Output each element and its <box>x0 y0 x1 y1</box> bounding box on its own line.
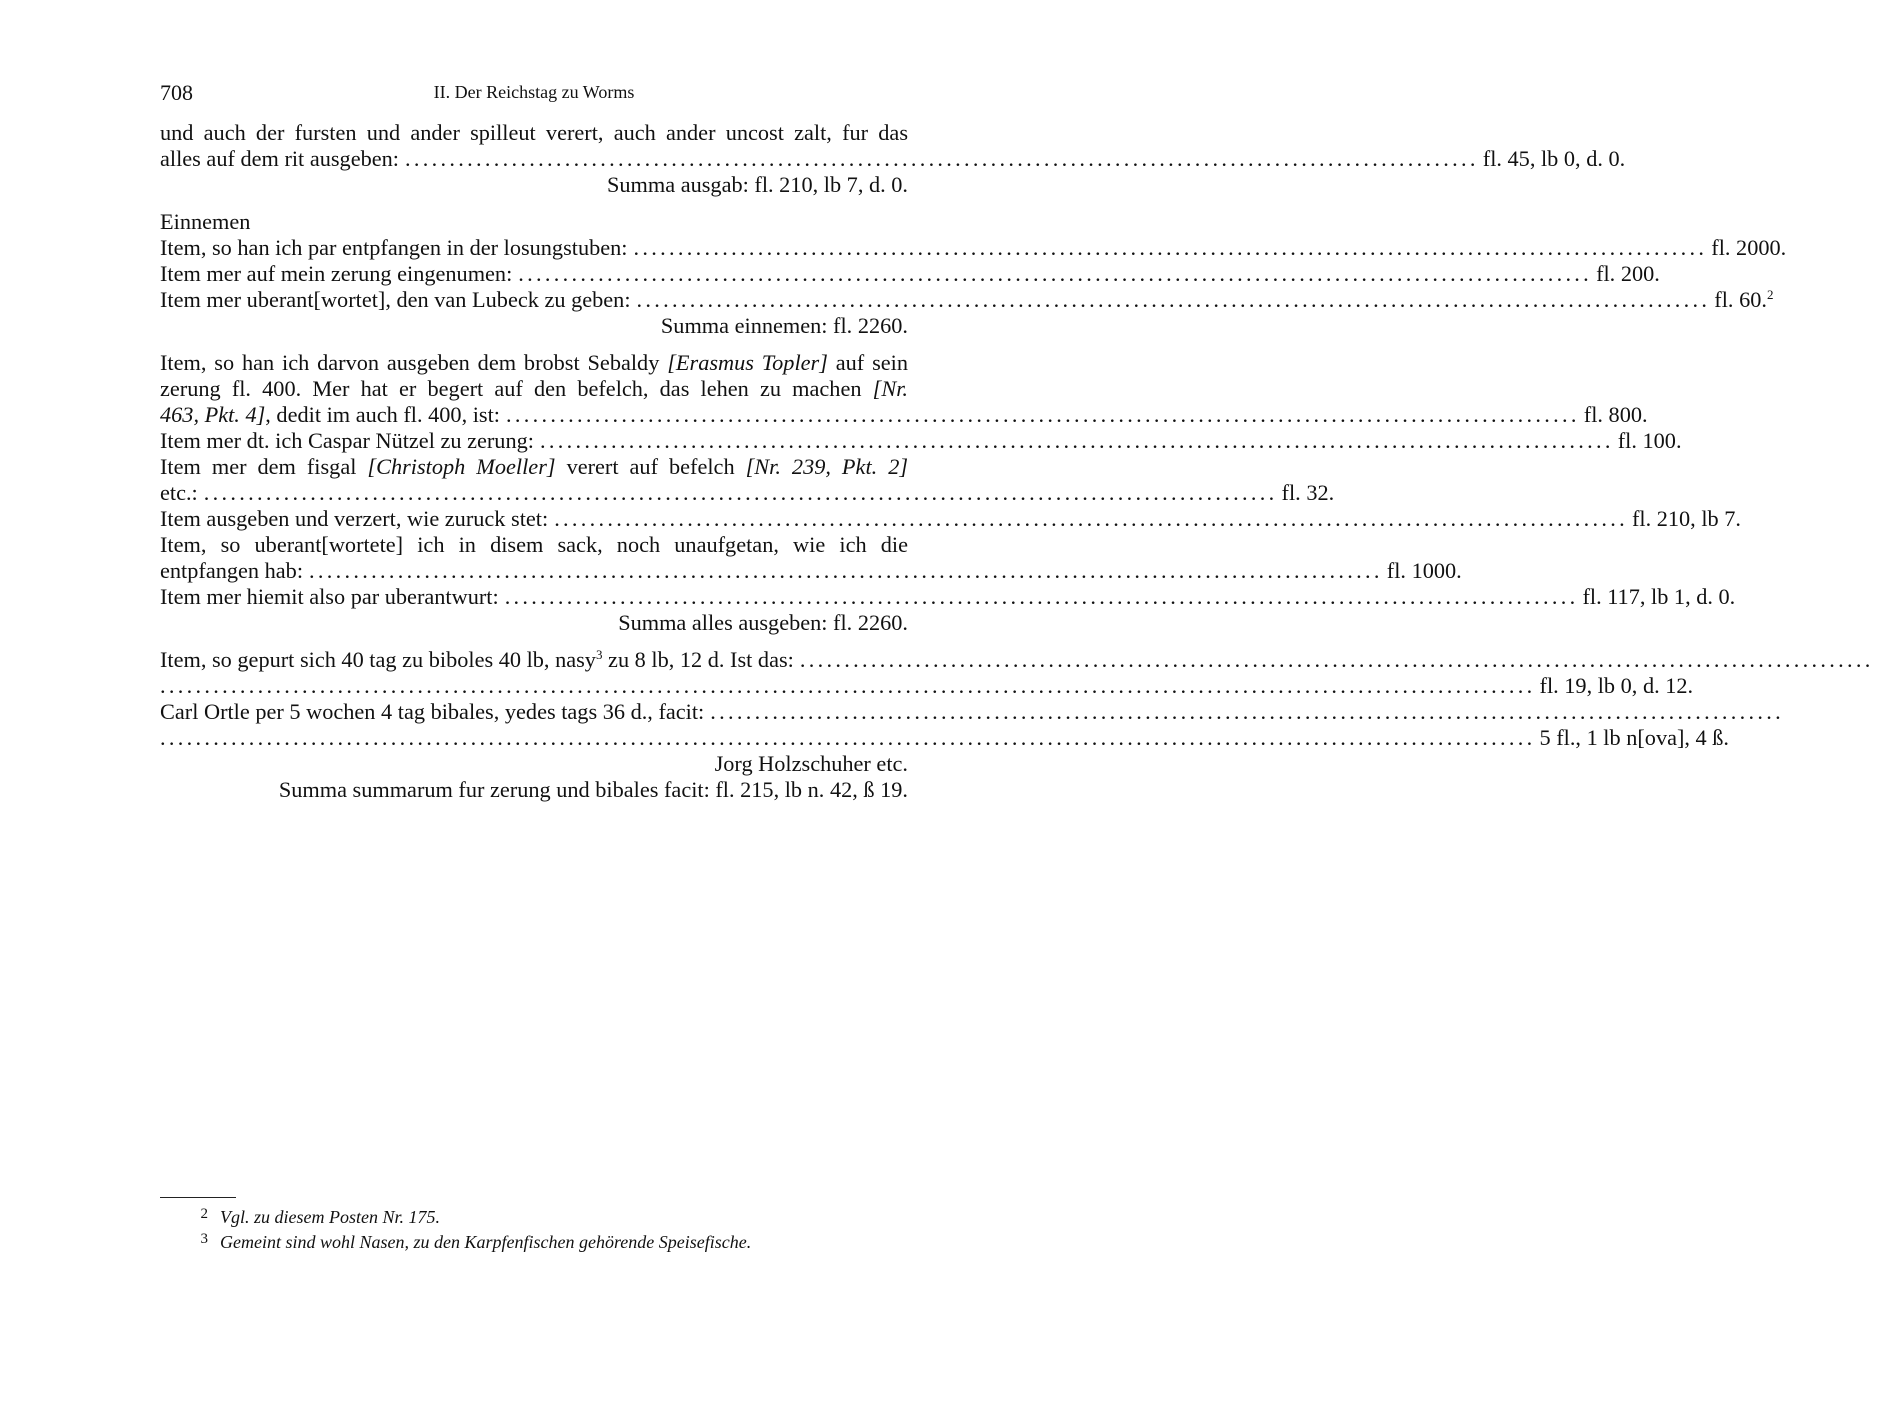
ledger-row <box>160 287 1774 313</box>
running-head <box>160 80 908 108</box>
dot-leader: ......................................................................................................................... <box>506 402 1580 427</box>
footnote-text: Gemeint sind wohl Nasen, zu den Karpfenfischen gehörende Speisefische. <box>220 1232 752 1252</box>
ledger-label: Item ausgeben und verzert, wie zuruck stet: <box>160 506 549 531</box>
ledger-row <box>160 261 1660 287</box>
ledger-value: fl. 45, lb 0, d. 0. <box>1482 146 1626 171</box>
ledger-value: 5 fl., 1 lb n[ova], 4 ß. <box>1539 725 1730 750</box>
page-number: 708 <box>160 80 193 105</box>
text-line: Item mer dem fisgal [Christoph Moeller] verert auf befelch [Nr. 239, Pkt. 2] <box>160 454 909 479</box>
sum-line: Summa alles ausgeben: fl. 2260. <box>618 610 908 635</box>
ledger-label: Item mer hiemit also par uberantwurt: <box>160 584 499 609</box>
ledger-value: fl. 2000. <box>1711 235 1787 260</box>
ledger-row <box>160 647 1874 673</box>
ledger-label: Item mer auf mein zerung eingenumen: <box>160 261 513 286</box>
signature-line: Jorg Holzschuher etc. <box>714 751 908 776</box>
dot-leader: ......................................................................................................................... <box>799 647 1874 672</box>
text-line: zerung fl. 400. Mer hat er begert auf den befelch, das lehen zu machen [Nr. <box>160 376 908 401</box>
ledger-value: fl. 200. <box>1596 261 1660 286</box>
ledger-label: entpfangen hab: <box>160 558 304 583</box>
dot-leader: ......................................................................................................................... <box>309 558 1383 583</box>
dot-leader: ......................................................................................................................... <box>633 235 1708 260</box>
footnote-ref[interactable]: 3 <box>595 647 603 662</box>
ledger-value: fl. 800. <box>1583 402 1648 427</box>
ledger-value: fl. 1000. <box>1386 558 1462 583</box>
text-line: und auch der fursten und ander spilleut verert, auch ander uncost zalt, fur das <box>160 120 908 145</box>
ledger-row <box>160 506 1741 532</box>
ledger-row <box>160 673 1694 699</box>
footnote-ref[interactable]: 2 <box>1766 287 1774 302</box>
ledger-row <box>160 725 1730 751</box>
ledger-row <box>160 480 1335 506</box>
dot-leader: ......................................................................................................................... <box>539 428 1614 453</box>
ledger-row <box>160 235 1787 261</box>
dot-leader: ......................................................................................................................... <box>554 506 1628 531</box>
dot-leader: ......................................................................................................................... <box>710 699 1785 724</box>
footnotes <box>160 1205 908 1255</box>
dot-leader: ......................................................................................................................... <box>404 146 1479 171</box>
dot-leader: ......................................................................................................................... <box>203 480 1278 505</box>
ledger-label: 463, Pkt. 4], dedit im auch fl. 400, ist: <box>160 402 500 427</box>
grand-total: Summa summarum fur zerung und bibales facit: fl. 215, lb n. 42, ß 19. <box>278 777 908 802</box>
ledger-row <box>160 402 1648 428</box>
dot-leader: ......................................................................................................................... <box>636 287 1711 312</box>
dot-leader: ........................................................................................................................................................... <box>160 725 1536 750</box>
sum-line: Summa einnemen: fl. 2260. <box>660 313 908 338</box>
ledger-label: Item, so han ich par entpfangen in der losungstuben: <box>160 235 628 260</box>
ledger-row <box>160 584 1736 610</box>
footnote-number: 3 <box>200 1231 208 1247</box>
dot-leader: ......................................................................................................................... <box>518 261 1593 286</box>
footnote-rule <box>160 1197 236 1198</box>
sum-line: Summa ausgab: fl. 210, lb 7, d. 0. <box>607 172 908 197</box>
ledger-value: fl. 32. <box>1281 480 1335 505</box>
dot-leader: ........................................................................................................................................................... <box>160 673 1536 698</box>
ledger-label: alles auf dem rit ausgeben: <box>160 146 399 171</box>
ledger-value: fl. 117, lb 1, d. 0. <box>1582 584 1736 609</box>
ledger-value: fl. 100. <box>1617 428 1682 453</box>
footnote <box>160 1205 908 1230</box>
ledger-value: fl. 210, lb 7. <box>1631 506 1741 531</box>
footnote-text: Vgl. zu diesem Posten Nr. 175. <box>220 1207 440 1227</box>
text-line: Item, so han ich darvon ausgeben dem brobst Sebaldy [Erasmus Topler] auf sein <box>160 350 909 375</box>
footnote <box>160 1230 908 1255</box>
ledger-row <box>160 146 1626 172</box>
dot-leader: ......................................................................................................................... <box>504 584 1579 609</box>
text-line: Item, so uberant[wortete] ich in disem sack, noch unaufgetan, wie ich die <box>160 532 908 557</box>
ledger-label: Item mer uberant[wortet], den van Lubeck zu geben: <box>160 287 631 312</box>
ledger-row <box>160 558 1462 584</box>
footnote-number: 2 <box>200 1206 208 1222</box>
ledger-value: fl. 19, lb 0, d. 12. <box>1539 673 1694 698</box>
ledger-label: Item mer dt. ich Caspar Nützel zu zerung: <box>160 428 534 453</box>
ledger-label: Carl Ortle per 5 wochen 4 tag bibales, yedes tags 36 d., facit: <box>160 699 705 724</box>
ledger-row <box>160 699 1785 725</box>
document-body <box>160 120 1874 803</box>
ledger-value: fl. 60.$^2$ <box>1714 287 1774 312</box>
ledger-label: Item, so gepurt sich 40 tag zu biboles 40 lb, nasy$^3$ zu 8 lb, 12 d. Ist das: <box>160 647 794 672</box>
ledger-label: etc.: <box>160 480 198 505</box>
running-title: II. Der Reichstag zu Worms <box>433 82 635 102</box>
section-heading: Einnemen <box>160 209 251 234</box>
ledger-row <box>160 428 1682 454</box>
